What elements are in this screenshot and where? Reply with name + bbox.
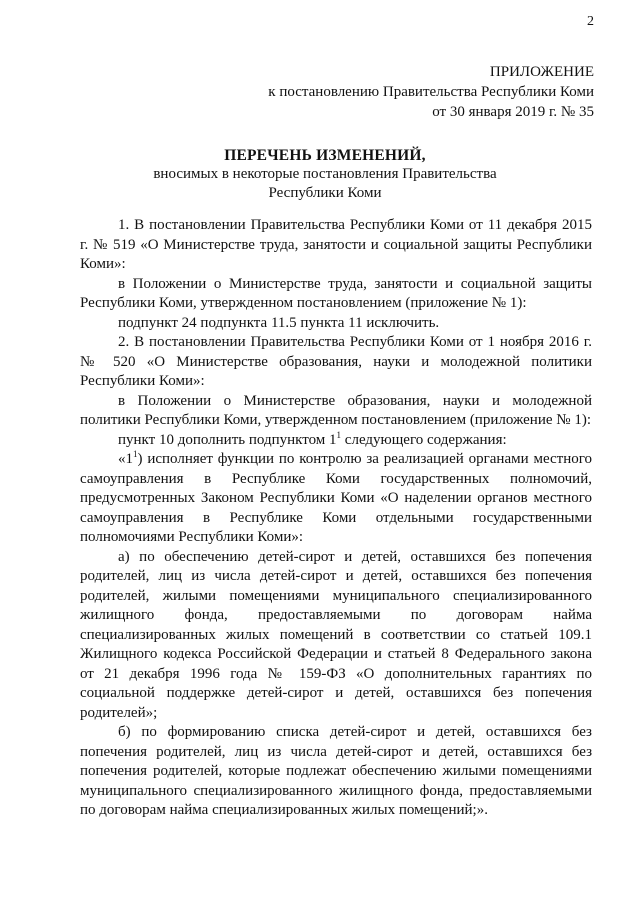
appendix-date: от 30 января 2019 г. № 35 [432,104,594,120]
paragraph-7-text: ) исполняет функции по контролю за реализацией органами местного самоуправления в Республике Коми государственных полномочий, предусмотренных Законом Республики Коми «О наделении органов местного самоуправления в Республике Коми отдельными государственными полномочиями Республики Коми»: [80,451,592,545]
superscript: 1 [336,429,342,440]
paragraph-7-open: «1 [118,451,133,467]
appendix-reference: к постановлению Правительства Республики Коми [268,84,594,100]
page-number: 2 [587,14,594,29]
document-subtitle-line1: вносимых в некоторые постановления Правительства [153,166,497,182]
document-subtitle-line2: Республики Коми [268,185,382,201]
paragraph-3: подпункт 24 подпункта 11.5 пункта 11 исключить. [118,314,440,331]
appendix-header [174,62,594,122]
paragraph-1: 1. В постановлении Правительства Республики Коми от 11 декабря 2015 г. № 519 «О Министерстве труда, занятости и социальной защиты Республики Коми»: [80,217,592,272]
superscript: 1 [133,449,138,459]
document-title: ПЕРЕЧЕНЬ ИЗМЕНЕНИЙ, [224,147,426,164]
document-body [80,216,592,821]
paragraph-6 [80,431,592,451]
paragraph-2: в Положении о Министерстве труда, занятости и социальной защиты Республики Коми, утвержденном постановлением (приложение № 1): [80,275,592,311]
paragraph-5: в Положении о Министерстве образования, науки и молодежной политики Республики Коми, утвержденном постановлением (приложение № 1): [80,392,592,428]
appendix-label: ПРИЛОЖЕНИЕ [489,64,594,80]
paragraph-6-text: пункт 10 дополнить подпунктом 1 [118,431,337,448]
paragraph-7 [80,450,592,548]
document-title-block [60,146,590,203]
paragraph-4: 2. В постановлении Правительства Республики Коми от 1 ноября 2016 г. № 520 «О Министерстве образования, науки и молодежной политики Республики Коми»: [80,334,592,389]
paragraph-6-tail: следующего содержания: [341,431,507,448]
paragraph-8: а) по обеспечению детей-сирот и детей, оставшихся без попечения родителей, лиц из числа детей-сирот и детей, оставшихся без попечения родителей, жилыми помещениями муниципального специализированного жилищного фонда, предоставляемыми по договорам найма специализированных жилых помещений в соответствии со статьей 109.1 Жилищного кодекса Российской Федерации и статьей 8 Федерального закона от 21 декабря 1996 года № 159-ФЗ «О дополнительных гарантиях по социальной поддержке детей-сирот и детей, оставшихся без попечения родителей»; [80,548,592,721]
paragraph-9: б) по формированию списка детей-сирот и детей, оставшихся без попечения родителей, лиц из числа детей-сирот и детей, оставшихся без попечения родителей, которые подлежат обеспечению жилыми помещениями муниципального специализированного жилищного фонда, предоставляемыми по договорам найма специализированных жилых помещений;». [80,724,592,818]
